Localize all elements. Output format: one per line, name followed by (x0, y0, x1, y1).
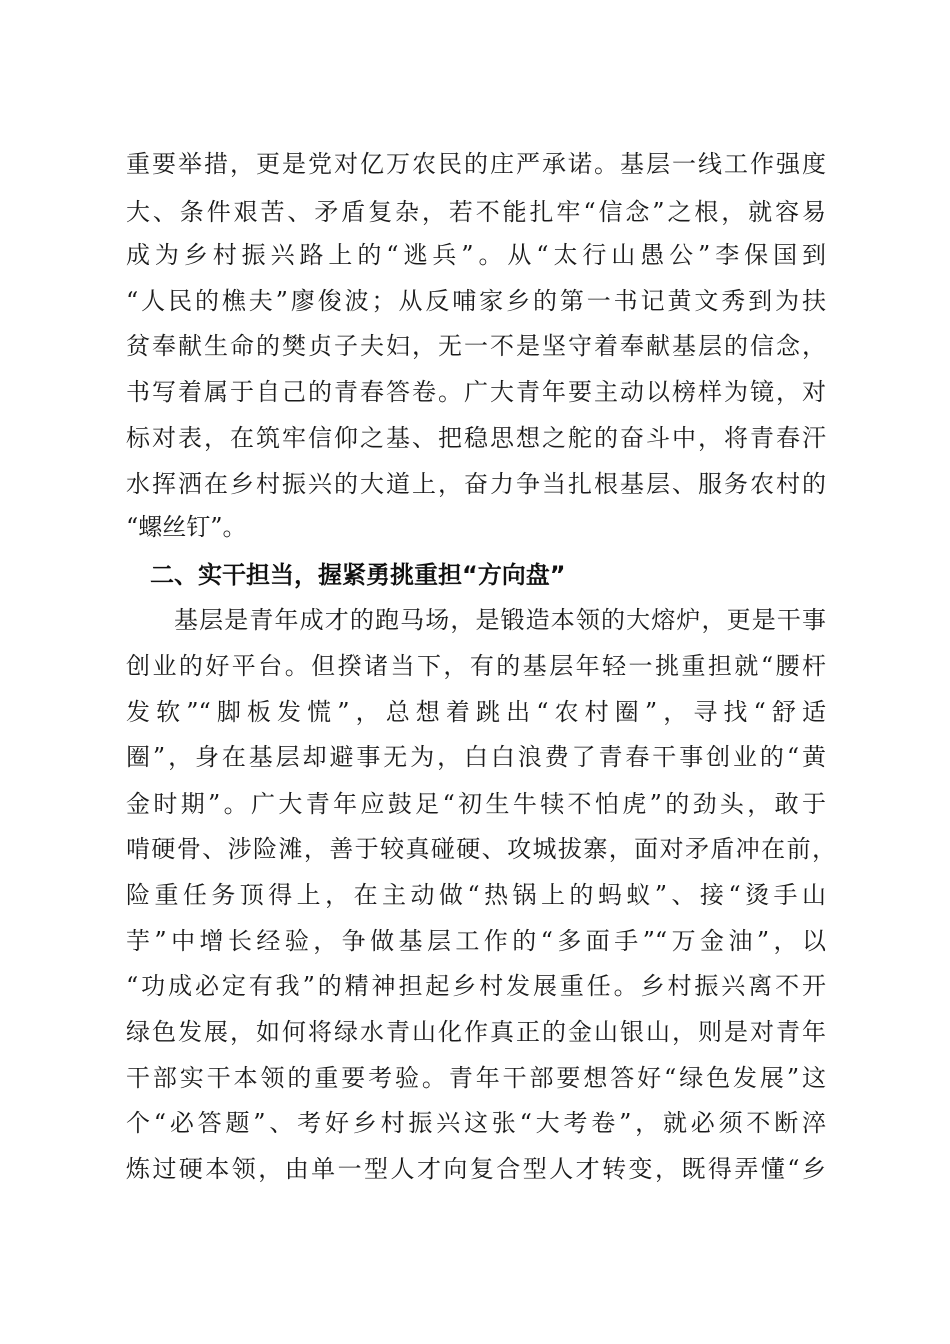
text-line: 芋”中增长经验，争做基层工作的“多面手”“万金油”，以 (126, 927, 826, 955)
section-heading: 二、实干担当，握紧勇挑重担“方向盘” (150, 561, 566, 589)
text-line: 金时期”。广大青年应鼓足“初生牛犊不怕虎”的劲头，敢于 (126, 790, 826, 818)
text-line: 贫奉献生命的樊贞子夫妇，无一不是坚守着奉献基层的信念， (126, 332, 826, 360)
text-line: 发软”“脚板发慌”，总想着跳出“农村圈”，寻找“舒适 (126, 698, 826, 726)
text-line: 标对表，在筑牢信仰之基、把稳思想之舵的奋斗中，将青春汗 (126, 424, 826, 452)
text-line: 个“必答题”、考好乡村振兴这张“大考卷”，就必须不断淬 (126, 1109, 826, 1137)
text-line: 啃硬骨、涉险滩，善于较真碰硬、攻城拔寨，面对矛盾冲在前， (126, 835, 836, 863)
text-line: 绿色发展，如何将绿水青山化作真正的金山银山，则是对青年 (126, 1018, 826, 1046)
text-line: 干部实干本领的重要考验。青年干部要想答好“绿色发展”这 (126, 1064, 826, 1092)
text-line: 创业的好平台。但揆诸当下，有的基层年轻一挑重担就“腰杆 (126, 652, 826, 680)
text-line: 大、条件艰苦、矛盾复杂，若不能扎牢“信念”之根，就容易 (126, 198, 826, 226)
text-line: 基层是青年成才的跑马场，是锻造本领的大熔炉，更是干事 (174, 606, 826, 634)
text-line: 圈”，身在基层却避事无为，白白浪费了青春干事创业的“黄 (126, 743, 826, 771)
text-line: 炼过硬本领，由单一型人才向复合型人才转变，既得弄懂“乡 (126, 1155, 826, 1183)
text-line: 成为乡村振兴路上的“逃兵”。从“太行山愚公”李保国到 (126, 241, 826, 269)
text-line: 书写着属于自己的青春答卷。广大青年要主动以榜样为镜，对 (126, 378, 826, 406)
text-line: “人民的樵夫”廖俊波；从反哺家乡的第一书记黄文秀到为扶 (126, 287, 826, 315)
text-line: 水挥洒在乡村振兴的大道上，奋力争当扎根基层、服务农村的 (126, 470, 826, 498)
text-line: “功成必定有我”的精神担起乡村发展重任。乡村振兴离不开 (126, 972, 826, 1000)
text-line: 险重任务顶得上，在主动做“热锅上的蚂蚁”、接“烫手山 (126, 881, 826, 909)
text-line: “螺丝钉”。 (126, 513, 247, 541)
text-line: 重要举措，更是党对亿万农民的庄严承诺。基层一线工作强度 (126, 150, 826, 178)
